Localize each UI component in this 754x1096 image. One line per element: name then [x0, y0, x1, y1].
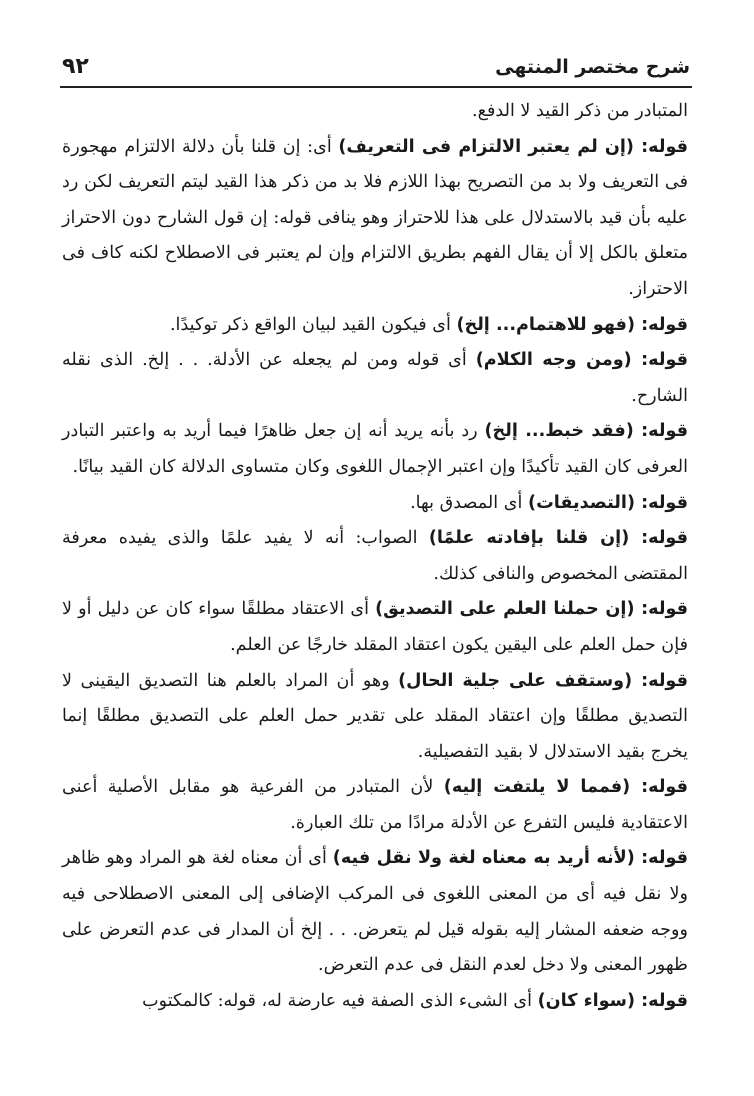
paragraph-text: لأن المتبادر من الفرعية هو مقابل الأصلية أعنى الاعتقادية فليس التفرع عن الأدلة مرادًا من تلك العبارة. [62, 777, 688, 833]
paragraph [62, 664, 688, 771]
paragraph [62, 521, 688, 592]
paragraph [62, 984, 688, 1020]
paragraph-lead: قوله: [631, 350, 689, 371]
paragraph-text: أى قوله ومن لم يجعله عن الأدلة. . . إلخ. الذى نقله الشارح. [62, 350, 688, 406]
page-number: ٩٢ [62, 54, 89, 79]
paragraph-lead: قوله: [629, 528, 688, 549]
paragraph [62, 592, 688, 663]
paragraph-lead: قوله: [635, 314, 688, 335]
paragraph-text: رد بأنه يريد أنه إن جعل ظاهرًا فيما أريد به واعتبر التبادر العرفى كان القيد تأكيدًا وإن اعتبر الإجمال اللغوى وكان متساوى الدلالة كان القيد بيانًا. [62, 421, 688, 477]
paragraph [62, 841, 688, 983]
paragraph [62, 130, 688, 308]
quoted-phrase: (ومن وجه الكلام) [475, 350, 632, 371]
quoted-phrase: (وستقف على جلية الحال) [398, 670, 633, 691]
paragraph-text: أى: إن قلنا بأن دلالة الالتزام مهجورة فى التعريف ولا بد من التصريح بهذا اللازم فلا بد من ذكر هذا القيد ليتم التعريف لكن رد عليه بأن قيد بالاستدلال على هذا للاحتراز وهو ينافى قوله: إن قول الشارح دون الاحتراز متعلق بالكل إلا أن يقال الفهم بطريق الالتزام وإن لم يعتبر فى الاصطلاح لكنه كاف فى الاحتراز. [62, 136, 688, 299]
paragraph-lead: قوله: [634, 599, 688, 620]
quoted-phrase: (سواء كان) [537, 990, 635, 1011]
paragraph-lead: قوله: [633, 136, 688, 157]
paragraph [62, 486, 688, 522]
paragraph [62, 414, 688, 485]
quoted-phrase: (فهو للاهتمام... إلخ) [456, 314, 635, 335]
paragraph-text: أى الشىء الذى الصفة فيه عارضة له، قوله: كالمكتوب [142, 990, 538, 1011]
quoted-phrase: (إن قلنا بإفادته علمًا) [428, 528, 630, 549]
quoted-phrase: (إن حملنا العلم على التصديق) [375, 599, 635, 620]
paragraph-text: أى المصدق بها. [410, 492, 529, 513]
paragraph-lead: قوله: [635, 492, 688, 513]
body-text [62, 94, 688, 1019]
paragraph-lead: قوله: [632, 670, 688, 691]
paragraph-lead: قوله: [633, 421, 688, 442]
page-header [60, 50, 692, 88]
paragraph [62, 343, 688, 414]
quoted-phrase: (فقد خبط... إلخ) [484, 421, 634, 442]
running-title: شرح مختصر المنتهى [495, 56, 690, 78]
paragraph-text: أى فيكون القيد لبيان الواقع ذكر توكيدًا. [169, 314, 457, 335]
paragraph-text: المتبادر من ذكر القيد لا الدفع. [471, 101, 688, 121]
paragraph-text: أى أن معناه لغة هو المراد وهو ظاهر ولا نقل فيه أى من المعنى اللغوى فى المركب الإضافى إلى المعنى الاصطلاحى فيه ووجه ضعفه المشار إليه بقوله قيل لم يتعرض. . . إلخ أن المدار فى عدم التعرض على ظهور المعنى ولا دخل لعدم النقل فى عدم التعرض. [62, 848, 688, 976]
paragraph [62, 308, 688, 344]
quoted-phrase: (إن لم يعتبر الالتزام فى التعريف) [338, 136, 634, 157]
quoted-phrase: (لأنه أريد به معناه لغة ولا نقل فيه) [332, 848, 635, 869]
paragraph-text: الصواب: أنه لا يفيد علمًا والذى يفيده معرفة المقتضى المخصوص والنافى كذلك. [62, 528, 688, 584]
paragraph-text: أى الاعتقاد مطلقًا سواء كان عن دليل أو لا فإن حمل العلم على اليقين يكون اعتقاد المقلد خارجًا عن العلم. [62, 599, 688, 655]
paragraph [62, 94, 688, 130]
paragraph-lead: قوله: [635, 990, 688, 1011]
paragraph-lead: قوله: [634, 848, 688, 869]
paragraph [62, 770, 688, 841]
paragraph-text: وهو أن المراد بالعلم هنا التصديق اليقينى لا التصديق مطلقًا وإن اعتقاد المقلد على تقدير حمل العلم على التصديق مطلقًا إنما يخرج بقيد الاستدلال لا بقيد التفصيلية. [62, 670, 688, 762]
quoted-phrase: (التصديقات) [528, 492, 635, 513]
quoted-phrase: (فمما لا يلتفت إليه) [443, 777, 631, 798]
paragraph-lead: قوله: [630, 777, 688, 798]
